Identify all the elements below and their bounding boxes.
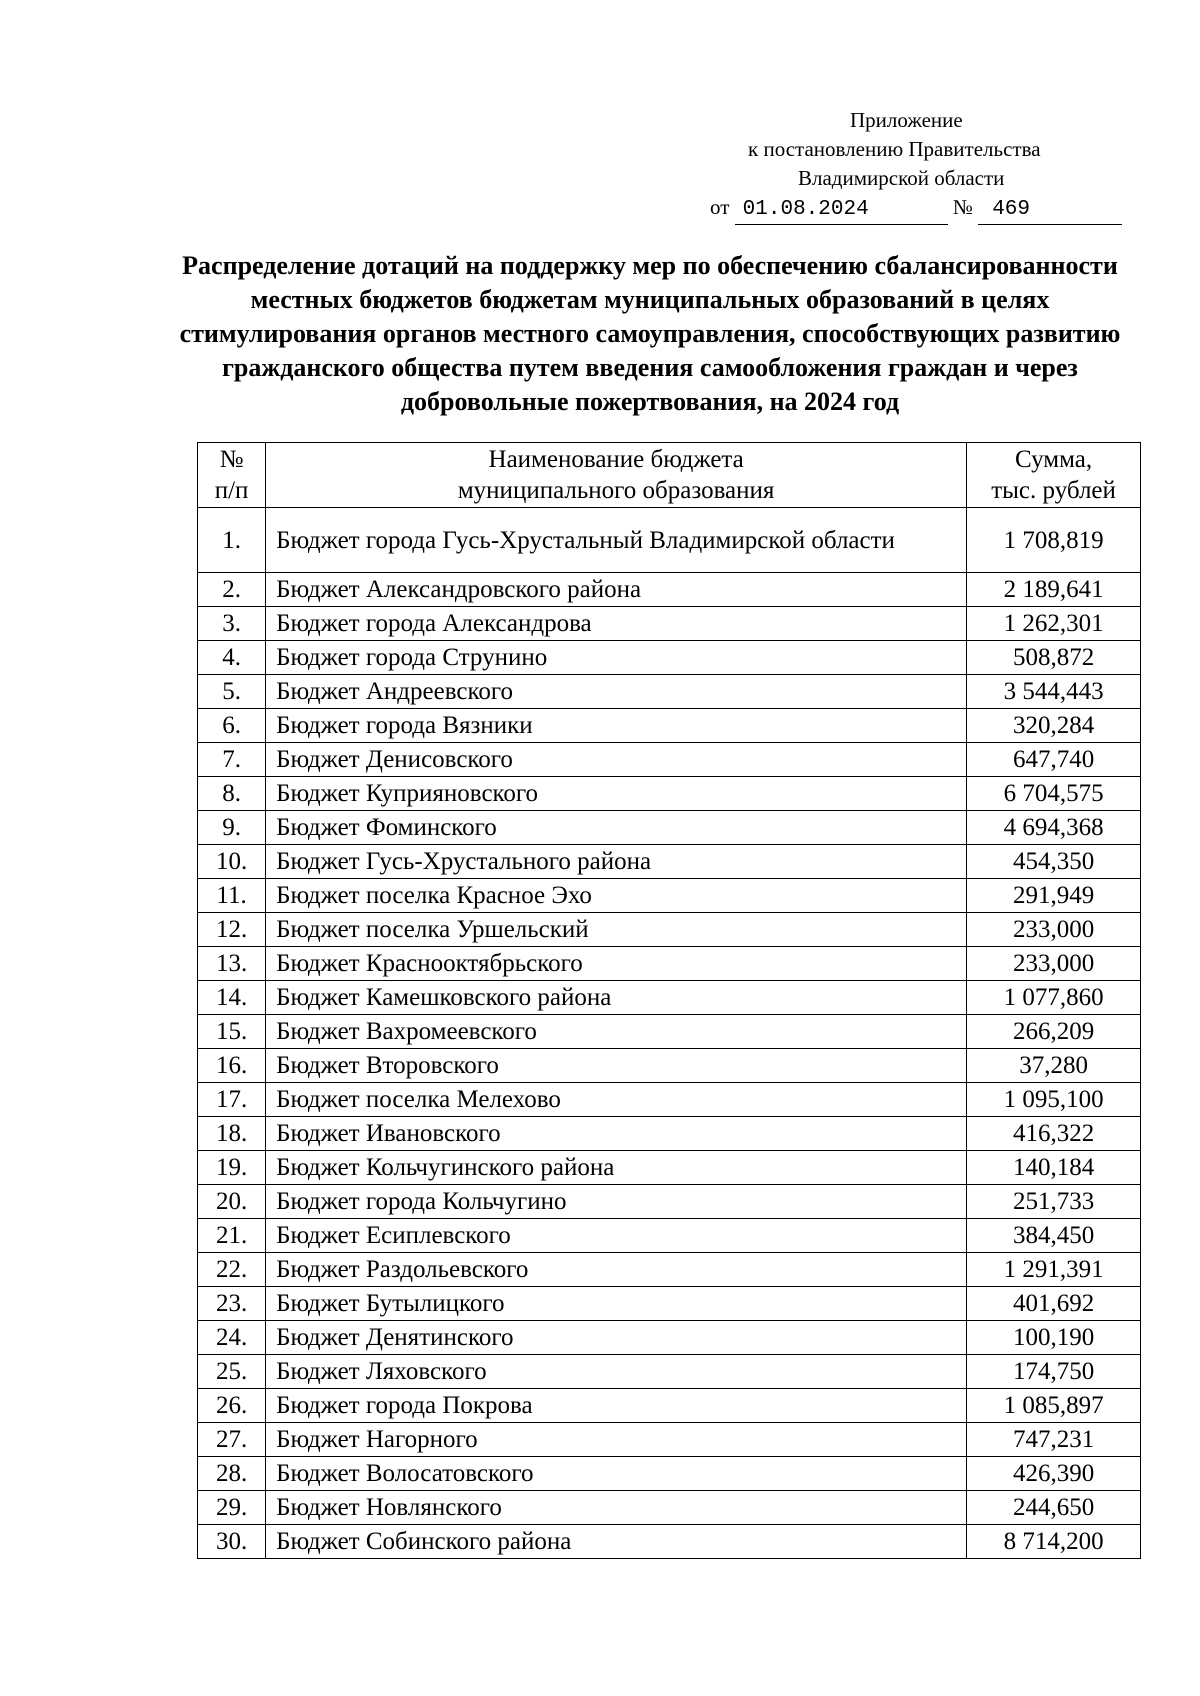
header-name (266, 443, 967, 508)
row-budget-name: Бюджет города Покрова (266, 1389, 967, 1423)
row-budget-name: Бюджет Нагорного (266, 1423, 967, 1457)
row-budget-name: Бюджет Ляховского (266, 1355, 967, 1389)
row-budget-name: Бюджет Есиплевского (266, 1219, 967, 1253)
row-sum: 1 291,391 (967, 1253, 1141, 1287)
row-sum: 8 714,200 (967, 1525, 1141, 1559)
table-row (198, 709, 1141, 743)
row-number: 16. (198, 1049, 266, 1083)
table-row (198, 675, 1141, 709)
number-prefix: № (952, 195, 973, 219)
table-row (198, 1355, 1141, 1389)
row-budget-name: Бюджет Андреевского (266, 675, 967, 709)
row-budget-name: Бюджет города Александрова (266, 607, 967, 641)
table-row (198, 1083, 1141, 1117)
row-sum: 647,740 (967, 743, 1141, 777)
row-budget-name: Бюджет Камешковского района (266, 981, 967, 1015)
row-budget-name: Бюджет города Кольчугино (266, 1185, 967, 1219)
table-row (198, 879, 1141, 913)
row-number: 19. (198, 1151, 266, 1185)
table-row (198, 811, 1141, 845)
date-prefix: от (710, 195, 730, 219)
row-budget-name: Бюджет города Струнино (266, 641, 967, 675)
row-sum: 100,190 (967, 1321, 1141, 1355)
header-name-line2: муниципального образования (457, 477, 775, 504)
row-number: 26. (198, 1389, 266, 1423)
row-budget-name: Бюджет Раздольевского (266, 1253, 967, 1287)
row-number: 1. (198, 508, 266, 573)
row-sum: 37,280 (967, 1049, 1141, 1083)
document-number: 469 (978, 195, 1122, 225)
table-row (198, 1049, 1141, 1083)
row-number: 28. (198, 1457, 266, 1491)
row-number: 11. (198, 879, 266, 913)
row-sum: 291,949 (967, 879, 1141, 913)
row-number: 5. (198, 675, 266, 709)
appendix-header (660, 106, 1130, 225)
table-row (198, 1015, 1141, 1049)
row-budget-name: Бюджет Вахромеевского (266, 1015, 967, 1049)
row-number: 24. (198, 1321, 266, 1355)
table-row (198, 641, 1141, 675)
header-number-line1: № (219, 446, 244, 473)
table-row (198, 913, 1141, 947)
row-budget-name: Бюджет Волосатовского (266, 1457, 967, 1491)
row-number: 12. (198, 913, 266, 947)
header-sum-line2: тыс. рублей (991, 477, 1116, 504)
row-sum: 454,350 (967, 845, 1141, 879)
row-budget-name: Бюджет Краснооктябрьского (266, 947, 967, 981)
appendix-resolution: к постановлению Правительства (748, 137, 1041, 161)
appendix-date-number (660, 193, 1130, 225)
row-sum: 174,750 (967, 1355, 1141, 1389)
table-row (198, 607, 1141, 641)
row-budget-name: Бюджет Новлянского (266, 1491, 967, 1525)
row-sum: 401,692 (967, 1287, 1141, 1321)
row-sum: 4 694,368 (967, 811, 1141, 845)
row-budget-name: Бюджет города Гусь-Хрустальный Владимирской области (266, 508, 967, 573)
row-sum: 6 704,575 (967, 777, 1141, 811)
row-number: 4. (198, 641, 266, 675)
table-row (198, 573, 1141, 607)
row-budget-name: Бюджет поселка Красное Эхо (266, 879, 967, 913)
table-row (198, 1457, 1141, 1491)
header-number-line2: п/п (214, 477, 249, 504)
row-budget-name: Бюджет Собинского района (266, 1525, 967, 1559)
budget-table (197, 442, 1141, 1559)
row-budget-name: Бюджет Александровского района (266, 573, 967, 607)
row-number: 25. (198, 1355, 266, 1389)
header-name-line1: Наименование бюджета (488, 446, 744, 473)
table-row (198, 845, 1141, 879)
row-number: 21. (198, 1219, 266, 1253)
row-sum: 508,872 (967, 641, 1141, 675)
row-sum: 426,390 (967, 1457, 1141, 1491)
row-sum: 140,184 (967, 1151, 1141, 1185)
row-number: 18. (198, 1117, 266, 1151)
header-sum (967, 443, 1141, 508)
row-sum: 1 262,301 (967, 607, 1141, 641)
table-row (198, 1287, 1141, 1321)
table-row (198, 1389, 1141, 1423)
row-budget-name: Бюджет города Вязники (266, 709, 967, 743)
row-budget-name: Бюджет поселка Мелехово (266, 1083, 967, 1117)
row-number: 22. (198, 1253, 266, 1287)
row-sum: 2 189,641 (967, 573, 1141, 607)
table-body (198, 508, 1141, 1559)
table-row (198, 508, 1141, 573)
row-number: 9. (198, 811, 266, 845)
table-row (198, 947, 1141, 981)
row-sum: 1 077,860 (967, 981, 1141, 1015)
row-budget-name: Бюджет Денисовского (266, 743, 967, 777)
row-sum: 747,231 (967, 1423, 1141, 1457)
header-sum-line1: Сумма, (1015, 446, 1093, 473)
row-budget-name: Бюджет поселка Уршельский (266, 913, 967, 947)
table-row (198, 1219, 1141, 1253)
row-number: 7. (198, 743, 266, 777)
table-header-row (198, 443, 1141, 508)
row-sum: 233,000 (967, 913, 1141, 947)
row-number: 15. (198, 1015, 266, 1049)
row-budget-name: Бюджет Денятинского (266, 1321, 967, 1355)
row-number: 14. (198, 981, 266, 1015)
row-sum: 320,284 (967, 709, 1141, 743)
appendix-region: Владимирской области (798, 166, 1005, 190)
document-date: 01.08.2024 (735, 195, 948, 225)
row-budget-name: Бюджет Фоминского (266, 811, 967, 845)
table-row (198, 1491, 1141, 1525)
table-row (198, 1321, 1141, 1355)
row-budget-name: Бюджет Второвского (266, 1049, 967, 1083)
row-number: 20. (198, 1185, 266, 1219)
row-budget-name: Бюджет Гусь-Хрустального района (266, 845, 967, 879)
row-sum: 3 544,443 (967, 675, 1141, 709)
table-row (198, 1151, 1141, 1185)
table-row (198, 1253, 1141, 1287)
row-budget-name: Бюджет Бутылицкого (266, 1287, 967, 1321)
row-sum: 266,209 (967, 1015, 1141, 1049)
row-sum: 1 708,819 (967, 508, 1141, 573)
table-row (198, 1423, 1141, 1457)
row-sum: 251,733 (967, 1185, 1141, 1219)
table-row (198, 743, 1141, 777)
table-row (198, 777, 1141, 811)
appendix-label: Приложение (850, 108, 963, 132)
row-budget-name: Бюджет Кольчугинского района (266, 1151, 967, 1185)
table-row (198, 1525, 1141, 1559)
row-budget-name: Бюджет Куприяновского (266, 777, 967, 811)
row-number: 23. (198, 1287, 266, 1321)
row-sum: 1 085,897 (967, 1389, 1141, 1423)
table-row (198, 1117, 1141, 1151)
row-sum: 384,450 (967, 1219, 1141, 1253)
row-number: 17. (198, 1083, 266, 1117)
row-budget-name: Бюджет Ивановского (266, 1117, 967, 1151)
row-number: 10. (198, 845, 266, 879)
row-number: 2. (198, 573, 266, 607)
row-sum: 1 095,100 (967, 1083, 1141, 1117)
row-number: 30. (198, 1525, 266, 1559)
row-sum: 416,322 (967, 1117, 1141, 1151)
table-row (198, 1185, 1141, 1219)
row-sum: 233,000 (967, 947, 1141, 981)
table-row (198, 981, 1141, 1015)
row-number: 29. (198, 1491, 266, 1525)
row-sum: 244,650 (967, 1491, 1141, 1525)
row-number: 8. (198, 777, 266, 811)
header-number (198, 443, 266, 508)
row-number: 6. (198, 709, 266, 743)
row-number: 27. (198, 1423, 266, 1457)
row-number: 13. (198, 947, 266, 981)
document-title: Распределение дотаций на поддержку мер по обеспечению сбалансированности местных бюджетов бюджетам муниципальных образований в целях стимулирования органов местного самоуправления, способствующих развитию гражданского общества путем введения самообложения граждан и через добровольные пожертвования, на 2024 год (179, 251, 1121, 416)
row-number: 3. (198, 607, 266, 641)
